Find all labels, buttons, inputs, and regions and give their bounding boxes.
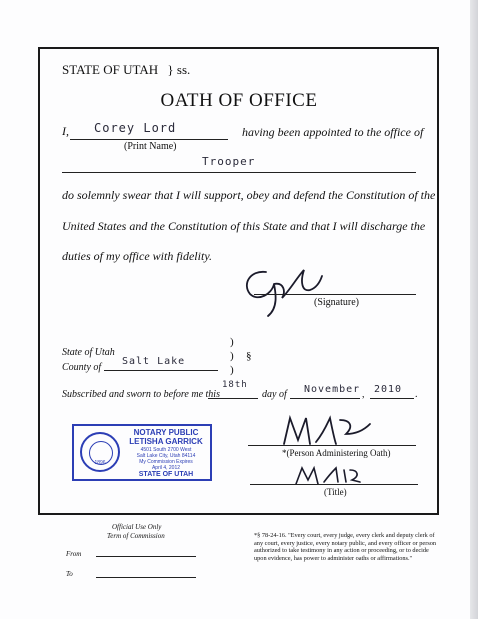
- notary-seal-icon: [80, 432, 120, 472]
- period-mark: .: [415, 389, 418, 400]
- stamp-line-7: STATE OF UTAH: [138, 471, 194, 478]
- subscribed-year: 2010: [374, 384, 403, 395]
- venue-county-label: County of: [62, 362, 102, 373]
- to-label: To: [66, 570, 73, 578]
- title-label: (Title): [324, 487, 347, 497]
- stamp-line-1: NOTARY PUBLIC: [133, 428, 199, 437]
- county-line: [104, 370, 218, 371]
- comma-mark: ,: [362, 389, 365, 400]
- signature-label: (Signature): [314, 297, 359, 308]
- officer-name: Corey Lord: [94, 121, 177, 135]
- ss-text: } ss.: [167, 62, 191, 77]
- signature-line: [254, 294, 416, 295]
- stamp-line-6: April 4, 2012: [151, 465, 181, 471]
- stamp-line-3: 4501 South 2700 West: [140, 447, 192, 453]
- office-title: Trooper: [202, 155, 256, 168]
- appointment-text: having been appointed to the office of: [242, 125, 424, 139]
- bracket-2: ): [230, 350, 234, 362]
- notary-stamp: [72, 424, 212, 481]
- print-name-label: (Print Name): [124, 141, 177, 152]
- section-symbol: §: [246, 350, 252, 362]
- day-of-label: day of: [262, 389, 287, 400]
- state-heading-text: STATE OF UTAH: [62, 62, 159, 77]
- administering-label: *(Person Administering Oath): [282, 448, 391, 458]
- name-line: [70, 139, 228, 140]
- seal-year: 1896: [94, 460, 106, 466]
- officer-signature: [238, 262, 328, 322]
- statute-note: *§ 78-24-16. "Every court, every judge, every clerk and deputy clerk of any court, every justice, every notary public, and every officer or person authorized to take testimony in any action or proceeding, or to decide upon evidence, has power to administer oaths or affirmations.": [254, 532, 437, 562]
- day-line: [208, 398, 258, 399]
- oath-line-2: United States and the Constitution of this State and that I will discharge the: [62, 219, 426, 233]
- subscribed-day: 18th: [222, 380, 248, 390]
- stamp-line-4: Salt Lake City, Utah 84114: [136, 453, 196, 459]
- to-line: [96, 577, 196, 578]
- from-label: From: [66, 550, 82, 558]
- title-line: [250, 484, 418, 485]
- month-line: [290, 398, 360, 399]
- oath-line-3: duties of my office with fidelity.: [62, 249, 212, 263]
- official-use-label: Official Use Only: [112, 523, 162, 531]
- from-line: [96, 556, 196, 557]
- bracket-1: ): [230, 336, 234, 348]
- subscribed-text: Subscribed and sworn to before me this: [62, 389, 220, 400]
- page-title: OATH OF OFFICE: [160, 90, 318, 111]
- stamp-line-5: My Commission Expires: [139, 459, 193, 465]
- subscribed-month: November: [304, 384, 361, 395]
- venue-county: Salt Lake: [122, 356, 186, 367]
- term-label: Term of Commission: [107, 532, 165, 540]
- title-signature: [294, 464, 364, 486]
- year-line: [370, 398, 414, 399]
- bracket-3: ): [230, 364, 234, 376]
- administering-line: [248, 445, 416, 446]
- i-label: I,: [62, 124, 69, 138]
- state-heading: [62, 62, 190, 78]
- office-line: [62, 172, 416, 173]
- oath-line-1: do solemnly swear that I will support, obey and defend the Constitution of the: [62, 188, 436, 202]
- stamp-line-2: LETISHA GARRICK: [129, 437, 203, 446]
- venue-state: State of Utah: [62, 347, 115, 358]
